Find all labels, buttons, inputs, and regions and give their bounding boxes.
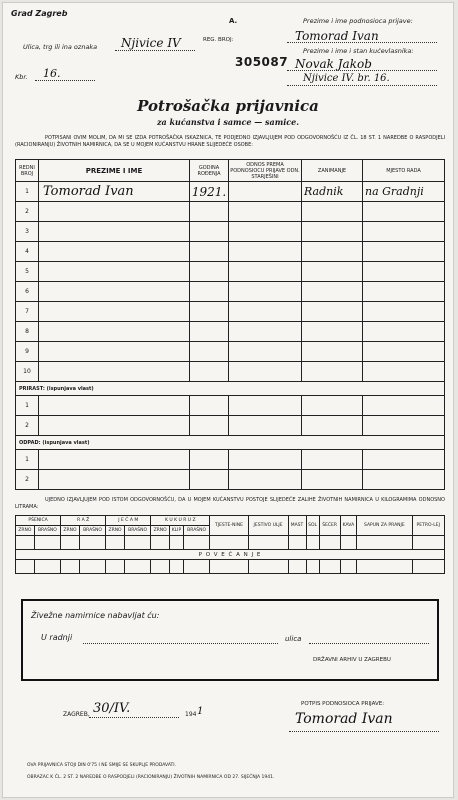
- prirast-label: PRIRAST: (ispunjava vlast): [16, 382, 445, 396]
- col-relation-header: ODNOS PREMA PODNOSIOCU PRIJAVE ODN. STARJEŠINI: [230, 161, 300, 180]
- prirast-row: [16, 382, 445, 396]
- owner-label: Prezime i ime i stan kućevlasnika:: [303, 47, 414, 55]
- signature-underline: [289, 731, 439, 732]
- stock-sub: ZRNO: [151, 526, 170, 536]
- sign-year-suffix: 1: [197, 706, 204, 717]
- sign-date: 30/IV.: [93, 701, 131, 716]
- row-number: 3: [16, 222, 39, 242]
- row-number: 1: [16, 396, 39, 416]
- row-number: 7: [16, 302, 39, 322]
- row-number: 5: [16, 262, 39, 282]
- declaration-text: UJEDNO IZJAVLJUJEM POD ISTOM ODGOVORNOŠĆU, DA U MOJEM KUĆANSTVU POSTOJE SLIJEDEĆE ZALIHE ŽIVOTNIH NAMIRNICA U KILOGRAMIMA ODNOSNO LITRAMA:: [15, 497, 445, 510]
- increase-label: P O V E Ć A N J E: [16, 550, 445, 560]
- stock-sub: BRAŠNO: [79, 526, 105, 536]
- street-field[interactable]: [309, 643, 429, 644]
- col-no-header: REDNI BROJ: [16, 160, 39, 182]
- stock-sub: BRAŠNO: [183, 526, 209, 536]
- col-name-header: PREZIME I IME: [39, 160, 190, 182]
- stock-values-row: [16, 536, 445, 550]
- row-number: 2: [16, 470, 39, 490]
- form-page: [2, 2, 454, 798]
- stock-group-sapun: SAPUN ZA PRANJE: [357, 516, 412, 536]
- col-workplace-header: MJESTO RADA: [363, 160, 445, 182]
- stock-group-kukuruz: K U K U R U Z: [151, 516, 210, 526]
- row-number: 10: [16, 362, 39, 382]
- odpad-row: [16, 436, 445, 450]
- street-field-label: ulica: [285, 635, 302, 643]
- table-row: [16, 322, 445, 342]
- owner-underline: [287, 70, 437, 71]
- city-label: Grad Zagreb: [11, 9, 68, 18]
- footer-line1: OVA PRIJAVNICA STOJI DIN 0'75 I NE SMIJE SE SKUPLJE PRODAVATI.: [27, 763, 177, 768]
- entry-year: 1921.: [190, 182, 229, 202]
- kbr-label: Kbr.: [15, 73, 28, 81]
- stock-group-petrolej: PETRO-LEJ: [412, 516, 444, 536]
- form-title: Potrošačka prijavnica: [137, 97, 319, 115]
- table-row: [16, 182, 445, 202]
- applicant-value: Tomorad Ivan: [295, 29, 379, 43]
- shop-field[interactable]: [83, 643, 278, 644]
- stock-sub: BRAŠNO: [34, 526, 60, 536]
- signature-label: POTPIS PODNOSIOCA PRIJAVE:: [301, 701, 385, 707]
- odpad-label: ODPAD: (ispunjava vlast): [16, 436, 445, 450]
- stock-table: [15, 515, 445, 574]
- stock-group-tjestenine: TJESTE-NINE: [210, 516, 248, 536]
- stock-sub: BRAŠNO: [124, 526, 150, 536]
- footer-line2: OBRAZAC K ČL. 2 ST. 2 NAREDBE O RASPODJELI (RACIONIRANJU) ŽIVOTNIH NAMIRNICA OD 27. SIJEČNJA 1941.: [27, 775, 275, 780]
- supply-box: [21, 599, 439, 681]
- row-number: 4: [16, 242, 39, 262]
- stock-group-row: [16, 516, 445, 526]
- stock-group-mast: MAST: [288, 516, 306, 536]
- kbr-value: 16.: [43, 67, 61, 80]
- table-row: [16, 262, 445, 282]
- row-number: 2: [16, 416, 39, 436]
- table-row: [16, 416, 445, 436]
- entry-name: Tomorad Ivan: [39, 182, 190, 202]
- table-row: [16, 450, 445, 470]
- street-label: Ulica, trg ili ina oznaka: [23, 43, 98, 51]
- table-row: [16, 342, 445, 362]
- form-letter: A.: [229, 17, 238, 25]
- street-value: Njivice IV: [121, 36, 181, 50]
- stock-sub: KLIP: [170, 526, 184, 536]
- col-occupation-header: ZANIMANJE: [302, 160, 363, 182]
- row-number: 8: [16, 322, 39, 342]
- street-underline: [115, 50, 195, 51]
- date-underline: [89, 717, 179, 718]
- stock-group-kava: KAVA: [340, 516, 357, 536]
- reg-label: REG. BROJ:: [203, 37, 234, 43]
- shop-label: U radnji: [41, 633, 73, 642]
- entry-occupation: Radnik: [302, 182, 363, 202]
- table-row: [16, 222, 445, 242]
- supply-title: Živežne namirnice nabavljat ću:: [31, 611, 160, 620]
- table-row: [16, 396, 445, 416]
- signature-value: Tomorad Ivan: [295, 711, 393, 727]
- stock-group-secer: ŠEĆER: [319, 516, 340, 536]
- table-row: [16, 362, 445, 382]
- table-row: [16, 470, 445, 490]
- table-row: [16, 282, 445, 302]
- owner-value: Novak Jakob: [295, 57, 372, 71]
- table-row: [16, 202, 445, 222]
- kbr-underline: [35, 80, 95, 81]
- sign-year-prefix: 194: [185, 711, 197, 718]
- applicant-underline: [287, 42, 437, 43]
- applicant-label: Prezime i ime podnosioca prijave:: [303, 17, 413, 25]
- sign-place: ZAGREB,: [63, 711, 90, 718]
- stock-sub: ZRNO: [61, 526, 80, 536]
- table-row: [16, 242, 445, 262]
- stock-group-psenica: PŠENICA: [16, 516, 61, 526]
- row-number: 1: [16, 450, 39, 470]
- row-number: 2: [16, 202, 39, 222]
- stock-group-ulje: JESTIVO ULJE: [248, 516, 288, 536]
- stock-group-sol: SOL: [306, 516, 319, 536]
- intro-text: POTPISANI OVIM MOLIM, DA MI SE IZDA POTROŠAČKA ISKAZNICA, TE PODJEDNO IZJAVLJUJEM POD ODGOVORNOŠĆU IZ ČL. 18 ST. 1 NAREDBE O RASPODJELI (RACIONIRANJU) ŽIVOTNIH NAMIRNICA, DA SE U MOJEM KUĆANSTVU HRANE SLIJEDEĆE OSOBE:: [15, 135, 445, 148]
- row-number: 6: [16, 282, 39, 302]
- table-row: [16, 302, 445, 322]
- stock-sub: ZRNO: [16, 526, 35, 536]
- stock-increase-row: [16, 550, 445, 560]
- form-subtitle: za kućanstva i samce — samice.: [156, 117, 299, 127]
- archive-stamp: DRŽAVNI ARHIV U ZAGREBU: [313, 657, 391, 663]
- stock-increase-values-row: [16, 560, 445, 574]
- persons-header-row: [16, 160, 445, 182]
- stock-group-jecam: J E Č A M: [106, 516, 151, 526]
- owner-address: Njivice IV. br. 16.: [303, 73, 390, 84]
- entry-relation: [229, 182, 302, 202]
- owner-address-underline: [287, 85, 437, 86]
- row-number: 1: [16, 182, 39, 202]
- row-number: 9: [16, 342, 39, 362]
- stock-sub: ZRNO: [106, 526, 125, 536]
- reg-number: 305087: [235, 55, 289, 69]
- stock-group-raz: R A Ž: [61, 516, 106, 526]
- entry-workplace: na Gradnji: [363, 182, 445, 202]
- persons-table: [15, 159, 445, 490]
- col-year-header: GODINA ROĐENJA: [190, 160, 229, 182]
